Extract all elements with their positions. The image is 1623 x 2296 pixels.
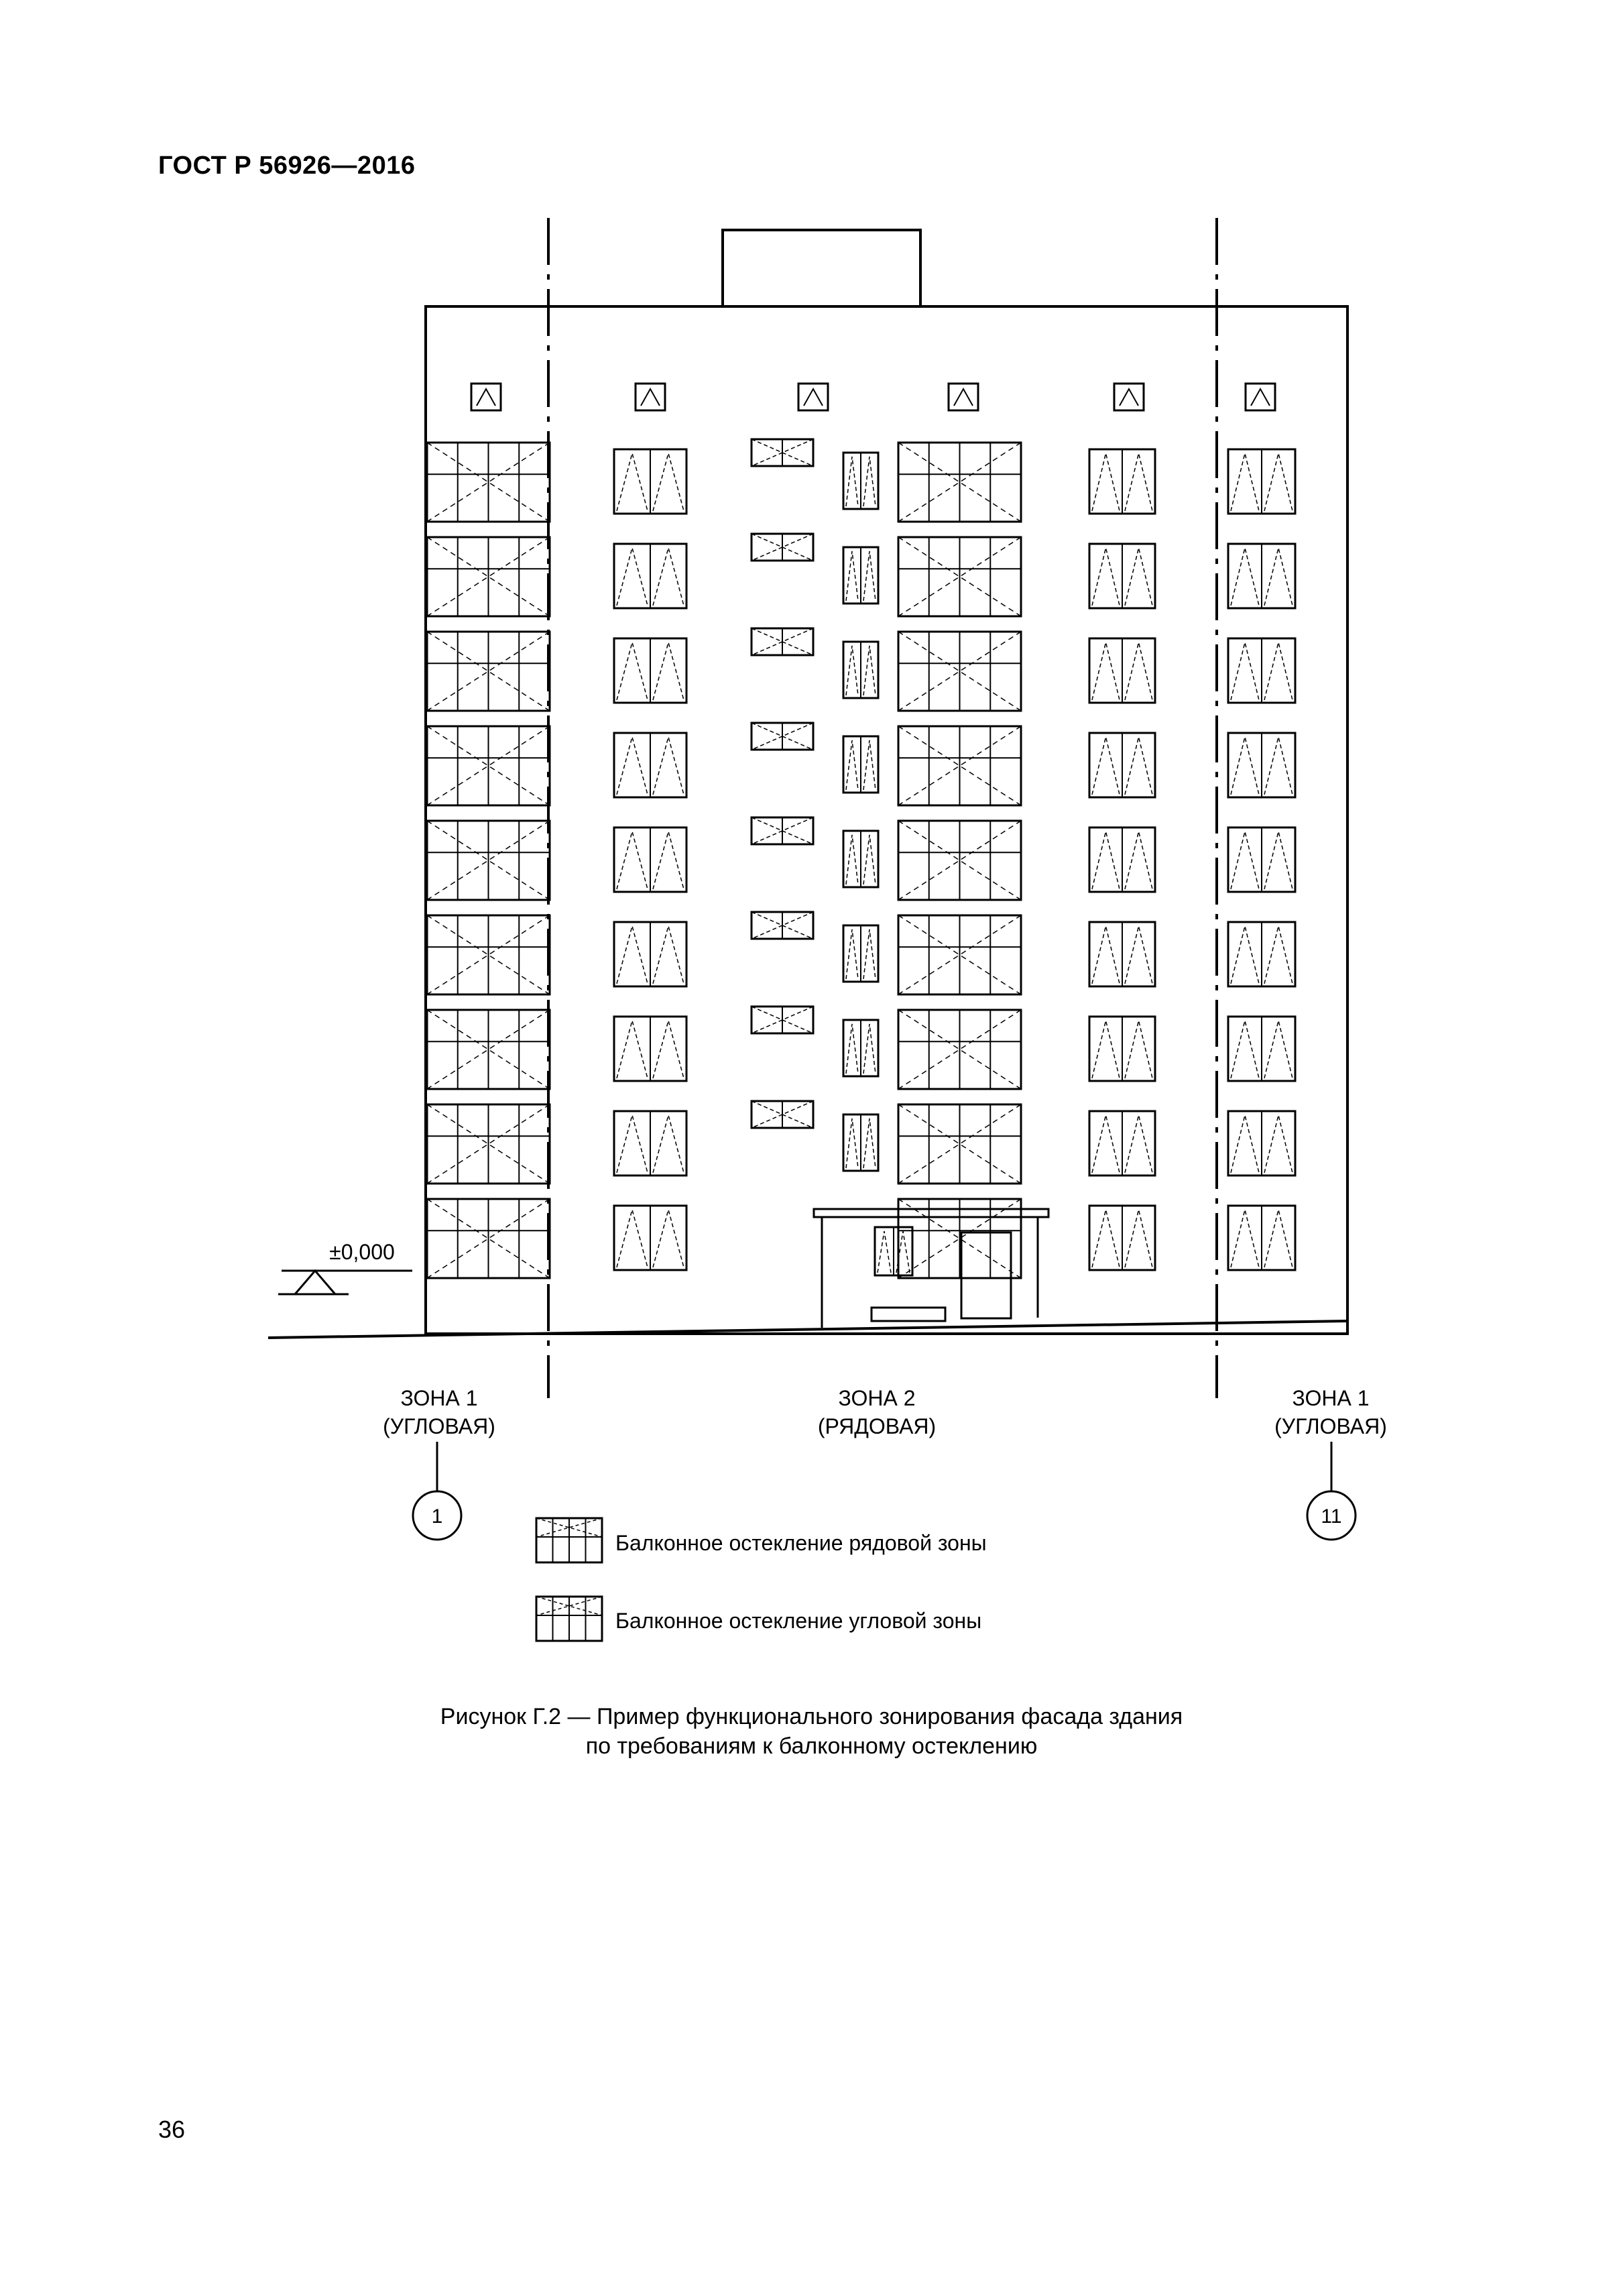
stair-window bbox=[752, 628, 813, 655]
entrance-window bbox=[875, 1227, 912, 1275]
building-outline bbox=[426, 306, 1347, 1334]
floor-row bbox=[427, 723, 1295, 805]
floor-row bbox=[427, 1101, 1295, 1184]
level-mark-triangle bbox=[295, 1271, 335, 1294]
zone-1-left-name: ЗОНА 1 bbox=[400, 1386, 478, 1410]
entrance-canopy bbox=[814, 1209, 1048, 1217]
attic-window bbox=[1114, 384, 1144, 410]
building-facade bbox=[268, 230, 1356, 1540]
roof-structure bbox=[723, 230, 920, 306]
floor-row bbox=[427, 817, 1295, 900]
attic-window bbox=[798, 384, 828, 410]
stair-window bbox=[752, 723, 813, 750]
corner-zone-glazing-icon bbox=[536, 1597, 602, 1641]
figure-caption-line-2: по требованиям к балконному остеклению bbox=[585, 1733, 1038, 1759]
zone-1-left-type: (УГЛОВАЯ) bbox=[383, 1414, 495, 1438]
stair-window bbox=[752, 912, 813, 939]
floor-row bbox=[427, 534, 1295, 616]
page-number: 36 bbox=[158, 2116, 186, 2143]
level-mark: ±0,000 bbox=[329, 1240, 395, 1264]
zone-labels bbox=[329, 1240, 1387, 1528]
stair-window bbox=[752, 1101, 813, 1128]
stair-window bbox=[752, 534, 813, 561]
figure-caption-line-1: Рисунок Г.2 — Пример функционального зонирования фасада здания bbox=[440, 1704, 1183, 1729]
zone-1-right-type: (УГЛОВАЯ) bbox=[1274, 1414, 1387, 1438]
ground-line bbox=[268, 1321, 1347, 1338]
legend bbox=[536, 1518, 987, 1641]
legend-row-zone-label: Балконное остекление рядовой зоны bbox=[615, 1531, 987, 1555]
stair-window bbox=[752, 817, 813, 844]
zone-2-name: ЗОНА 2 bbox=[838, 1386, 916, 1410]
axis-label-left: 1 bbox=[431, 1505, 443, 1528]
attic-window bbox=[1246, 384, 1275, 410]
stair-window bbox=[752, 439, 813, 466]
row-zone-glazing-icon bbox=[536, 1518, 602, 1562]
floor-row bbox=[427, 912, 1295, 994]
entrance-steps bbox=[871, 1308, 945, 1321]
stair-window bbox=[752, 1007, 813, 1033]
attic-window bbox=[471, 384, 501, 410]
floor-row bbox=[427, 439, 1295, 522]
floor-row bbox=[427, 1007, 1295, 1089]
entrance-door bbox=[961, 1232, 1011, 1318]
zone-2-type: (РЯДОВАЯ) bbox=[817, 1414, 937, 1438]
legend-corner-zone-label: Балконное остекление угловой зоны bbox=[615, 1609, 982, 1633]
attic-window bbox=[636, 384, 665, 410]
document-header: ГОСТ Р 56926—2016 bbox=[158, 152, 416, 180]
zone-boundary-lines bbox=[548, 218, 1217, 1398]
axis-label-right: 11 bbox=[1321, 1505, 1342, 1528]
zone-1-right-name: ЗОНА 1 bbox=[1292, 1386, 1370, 1410]
floor-row bbox=[427, 1199, 1295, 1278]
attic-window bbox=[949, 384, 978, 410]
floor-row bbox=[427, 628, 1295, 711]
figure-caption bbox=[0, 1702, 1623, 1761]
